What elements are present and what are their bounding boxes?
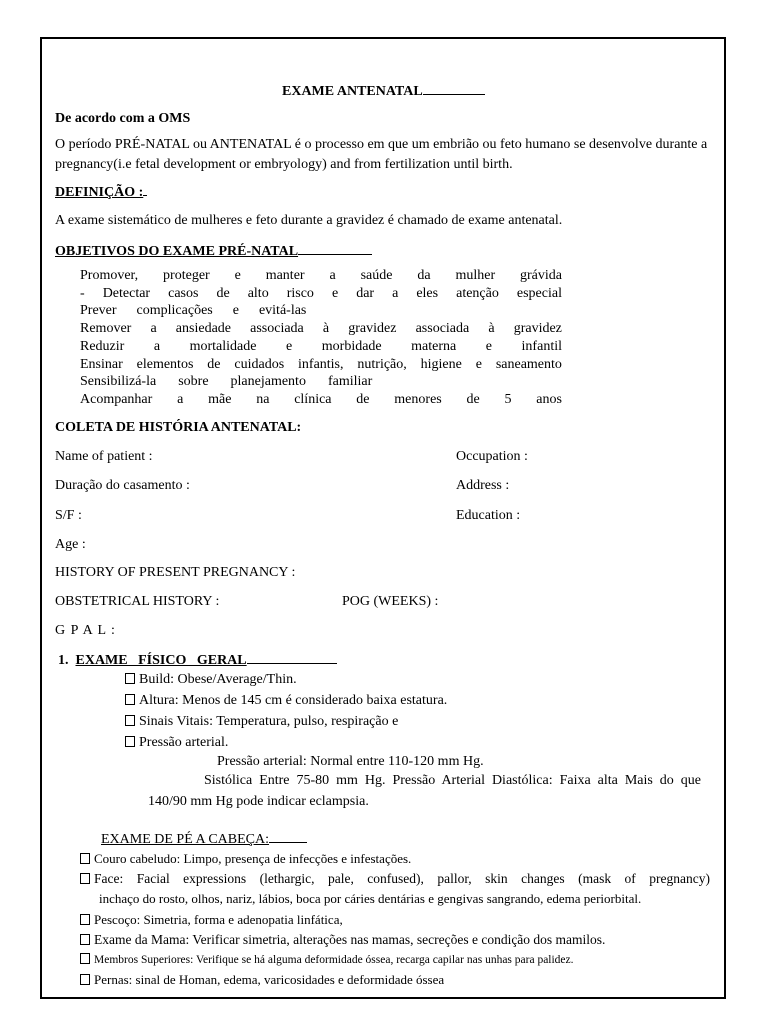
bp-normal: Pressão arterial: Normal entre 110-120 mm Hg. <box>217 754 484 769</box>
objective-word: e <box>475 356 482 372</box>
objective-word: mortalidade <box>189 338 257 354</box>
objective-item <box>80 339 562 355</box>
field-occupation: Occupation : <box>456 449 528 464</box>
field-present-pregnancy: HISTORY OF PRESENT PREGNANCY : <box>55 565 296 580</box>
objective-word: morbidade <box>321 338 382 354</box>
objective-word: mulher <box>455 268 496 283</box>
objective-item <box>80 303 562 319</box>
field-sf: S/F : <box>55 508 82 523</box>
objective-word: e <box>331 285 339 301</box>
objective-word: familiar <box>327 374 373 390</box>
objective-word: dar <box>356 285 375 301</box>
objective-word: na <box>256 391 270 407</box>
bp-eclampsia: 140/90 mm Hg pode indicar eclampsia. <box>148 794 369 809</box>
field-pog-weeks: POG (WEEKS) : <box>342 594 439 609</box>
objective-word: mãe <box>208 391 232 407</box>
item-legs: Pernas: sinal de Homan, edema, varicosidades e deformidade óssea <box>80 972 444 988</box>
objective-word: a <box>392 285 399 301</box>
checkbox-icon <box>80 914 90 925</box>
intro-line-2: pregnancy(i.e fetal development or embryology) and from fertilization until birth. <box>55 157 513 172</box>
objective-word: a <box>177 391 184 407</box>
checkbox-icon <box>80 953 90 964</box>
checkbox-icon <box>125 715 135 726</box>
exam-item-build: Build: Obese/Average/Thin. <box>125 672 297 688</box>
objective-word: de <box>216 285 230 301</box>
oms-heading: De acordo com a OMS <box>55 111 191 126</box>
objective-word: Promover, <box>80 268 139 283</box>
objective-word: eles <box>416 285 439 301</box>
objective-item <box>80 374 562 390</box>
item-face: Face: Facial expressions (lethargic, pale, confused), pallor, skin changes (mask of pregnancy) <box>80 871 710 887</box>
item-face-cont: inchaço do rosto, olhos, nariz, lábios, boca por cáries dentárias e gengivas sangrando, edema periorbital. <box>99 891 642 906</box>
objective-word: manter <box>265 268 305 283</box>
checkbox-icon <box>80 873 90 884</box>
objective-word: Ensinar <box>80 356 123 372</box>
field-gpal: G P A L : <box>55 623 116 638</box>
exam-item-vitals: Sinais Vitais: Temperatura, pulso, respiração e <box>125 714 398 730</box>
objective-word: Acompanhar <box>80 391 153 407</box>
objective-word: associada <box>250 321 304 337</box>
objective-word: infantis, <box>298 356 344 372</box>
objective-item <box>80 357 562 373</box>
head-to-toe-heading: EXAME DE PÉ A CABEÇA: <box>101 830 307 848</box>
objective-word: associada <box>415 321 470 337</box>
item-scalp: Couro cabeludo: Limpo, presença de infecções e infestações. <box>80 851 411 867</box>
field-address: Address : <box>456 478 510 493</box>
exam-heading: 1. EXAME FÍSICO GERAL <box>58 651 337 669</box>
objective-word: de <box>356 391 370 407</box>
objective-word: a <box>150 321 157 337</box>
objective-word: de <box>207 356 221 372</box>
objective-word: Remover <box>80 321 132 337</box>
definition-text: A exame sistemático de mulheres e feto durante a gravidez é chamado de exame antenatal. <box>55 213 563 228</box>
checkbox-icon <box>80 853 90 864</box>
objective-word: Detectar <box>102 285 151 301</box>
objective-word: e <box>234 268 241 283</box>
objective-word: infantil <box>521 338 562 354</box>
objectives-heading: OBJETIVOS DO EXAME PRÉ-NATAL <box>55 242 372 260</box>
objective-word: a <box>329 268 336 283</box>
objective-word: da <box>417 268 431 283</box>
objective-word: atenção <box>456 285 499 301</box>
objective-word: nutrição, <box>357 356 407 372</box>
objective-word: Prever <box>80 303 117 319</box>
objective-item <box>80 321 562 337</box>
document-title: EXAME ANTENATAL <box>282 82 485 100</box>
objective-word: gravidez <box>513 321 562 337</box>
field-marriage-duration: Duração do casamento : <box>55 478 190 493</box>
objective-word: à <box>322 321 330 337</box>
objective-word: sobre <box>178 374 209 390</box>
objective-word: especial <box>516 285 562 301</box>
objective-word: saneamento <box>495 356 562 372</box>
objective-word: à <box>488 321 495 337</box>
item-upper-limbs: Membros Superiores: Verifique se há alguma deformidade óssea, recarga capilar nas unhas para palidez. <box>80 952 574 968</box>
objective-word: elementos <box>136 356 194 372</box>
exam-item-bp: Pressão arterial. <box>125 735 228 751</box>
field-age: Age : <box>55 537 86 552</box>
objective-word: alto <box>247 285 269 301</box>
objective-word: evitá-las <box>258 303 307 319</box>
history-heading: COLETA DE HISTÓRIA ANTENATAL: <box>55 420 302 435</box>
objective-word: menores <box>394 391 442 407</box>
checkbox-icon <box>80 934 90 945</box>
objective-word: gravidez <box>348 321 397 337</box>
checkbox-icon <box>125 673 135 684</box>
objective-word: de <box>466 391 480 407</box>
objective-word: 5 <box>504 391 512 407</box>
objective-word: proteger <box>163 268 210 283</box>
item-neck: Pescoço: Simetria, forma e adenopatia linfática, <box>80 912 343 928</box>
intro-line-1: O período PRÉ-NATAL ou ANTENATAL é o processo em que um embrião ou feto humano se desenvolve durante a <box>55 137 708 152</box>
checkbox-icon <box>125 736 135 747</box>
objective-word: anos <box>536 391 562 407</box>
objective-word: grávida <box>520 268 562 283</box>
objective-word: Sensibilizá-la <box>80 374 157 390</box>
objective-word: - <box>80 285 85 301</box>
item-breast: Exame da Mama: Verificar simetria, alterações nas mamas, secreções e condição dos mamilos. <box>80 932 605 948</box>
exam-number: 1. <box>58 653 69 668</box>
objective-word: clínica <box>294 391 332 407</box>
exam-item-height: Altura: Menos de 145 cm é considerado baixa estatura. <box>125 693 447 709</box>
checkbox-icon <box>80 974 90 985</box>
definition-heading: DEFINIÇÃO : <box>55 183 147 201</box>
objective-word: casos <box>168 285 199 301</box>
objective-word: risco <box>286 285 314 301</box>
objective-word: Reduzir <box>80 338 125 354</box>
objective-word: saúde <box>360 268 393 283</box>
objective-word: materna <box>411 338 457 354</box>
objective-word: e <box>485 338 493 354</box>
objective-item <box>80 286 562 302</box>
field-obstetrical-history: OBSTETRICAL HISTORY : <box>55 594 220 609</box>
document-page <box>40 37 726 999</box>
objective-word: e <box>286 338 293 354</box>
objective-item <box>80 268 562 284</box>
field-education: Education : <box>456 508 521 523</box>
objective-word: cuidados <box>234 356 285 372</box>
objective-word: higiene <box>420 356 462 372</box>
objective-word: e <box>232 303 239 319</box>
bp-systolic: Sistólica Entre 75-80 mm Hg. Pressão Arterial Diastólica: Faixa alta Mais do que <box>204 773 701 788</box>
field-name-of-patient: Name of patient : <box>55 449 153 464</box>
checkbox-icon <box>125 694 135 705</box>
objective-word: ansiedade <box>175 321 231 337</box>
objective-word: planejamento <box>230 374 306 390</box>
objective-word: a <box>153 338 161 354</box>
objective-word: complicações <box>136 303 213 319</box>
objective-item <box>80 392 562 408</box>
